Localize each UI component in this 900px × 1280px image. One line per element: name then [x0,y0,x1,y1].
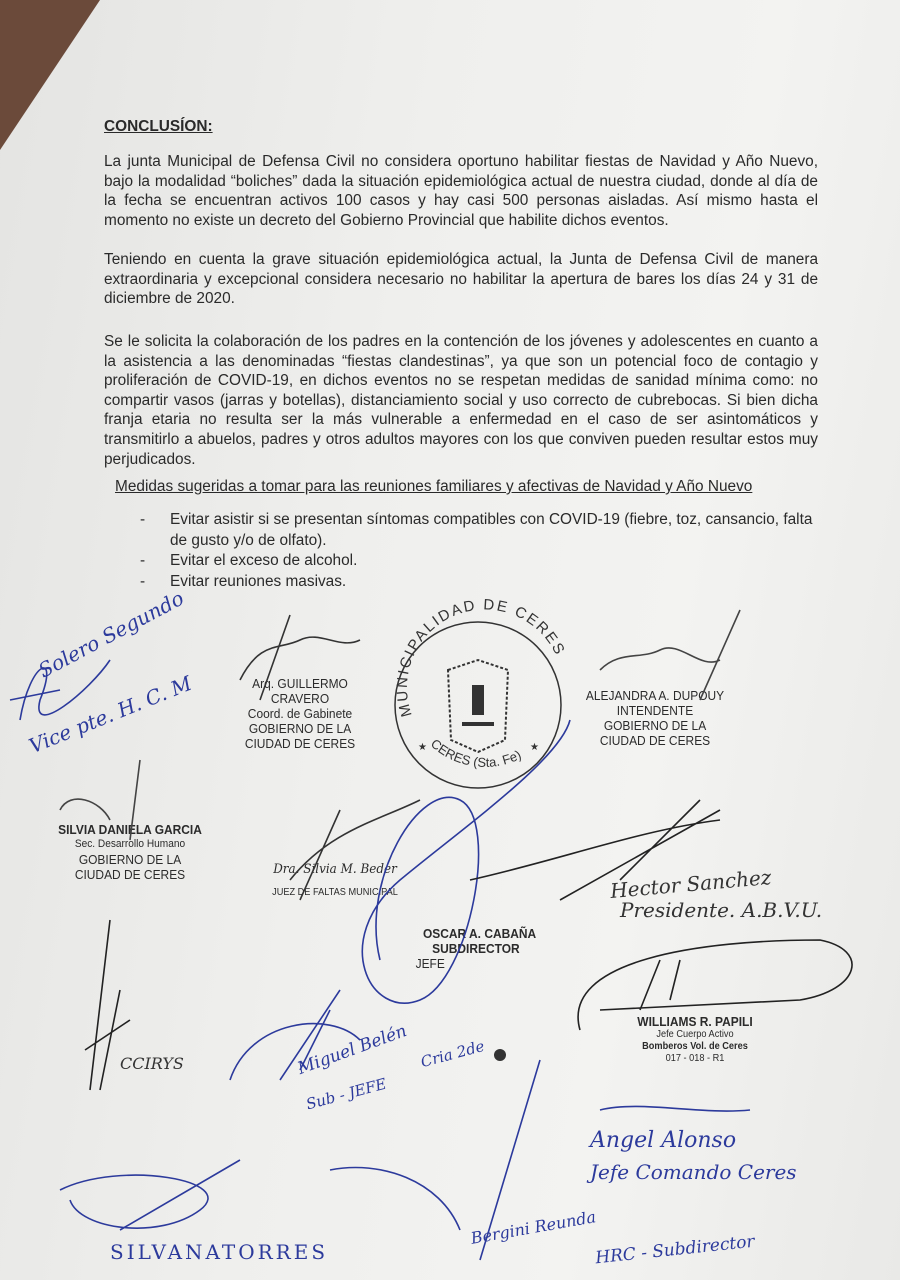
handwritten-note: HRC - Subdirector [594,1231,756,1269]
list-item: - Evitar el exceso de alcohol. [140,551,830,572]
measures-heading: Medidas sugeridas a tomar para las reuniones familiares y afectivas de Navidad y Año Nuevo [115,478,753,495]
signatory-papili: WILLIAMS R. PAPILI Jefe Cuerpo Activo Bomberos Vol. de Ceres 017 - 018 - R1 [637,1014,753,1064]
list-item: - Evitar asistir si se presentan síntomas compatibles con COVID-19 (fiebre, toz, cansancio, falta de gusto y/o de olfato). [140,510,830,551]
signatory-garcia: SILVIA DANIELA GARCIA Sec. Desarrollo Humano GOBIERNO DE LA CIUDAD DE CERES [58,822,202,882]
handwritten-note: CCIRYS [120,1054,184,1073]
section-title: CONCLUSÍON: [104,118,213,135]
seal-top-text: MUNICIPALIDAD DE CERES [393,596,569,719]
signatory-dupouy: ALEJANDRA A. DUPOUY INTENDENTE GOBIERNO DE LA CIUDAD DE CERES [585,688,725,748]
paragraph-1: La junta Municipal de Defensa Civil no considera oportuno habilitar fiestas de Navidad y Año Nuevo, bajo la modalidad “boliches” dada la situación epidemiológica actual de nuestra ciudad, donde al día de la fecha se encuentran activos 100 casos y hay casi 500 personas aisladas. Así mismo hasta el momento no existe un decreto del Gobierno Provincial que habilite dichos eventos. [104,153,818,229]
handwritten-note: SILVANATORRES [110,1240,329,1264]
handwritten-note: Vice pte. H. C. M [25,670,196,759]
handwritten-note: Presidente. A.B.V.U. [620,898,823,922]
photo-background-corner [0,0,100,150]
svg-text:★: ★ [530,742,539,753]
signatory-cabana: OSCAR A. CABAÑA SUBDIRECTOR JEFE [415,926,537,971]
handwritten-note: Angel Alonso [590,1128,737,1153]
paragraph-3: Se le solicita la colaboración de los padres en la contención de los jóvenes y adolescentes en cuanto a la asistencia a las denominadas “fiestas clandestinas”, ya que son un potencial foco de contagio y proliferación de COVID-19, en dichos eventos no se respetan medidas de sanidad mínima como: no compartir vasos (jarras y botellas), distanciamiento social y uso correcto de cubrebocas. Si bien dicha franja etaria no resulta ser la más vulnerable a enfermedad en el caso de ser asintomáticos y transmitirlo a abuelos, padres y otros adultos mayores con los que conviven pueden resultar estos muy perjudicados. [104,333,818,468]
svg-text:★: ★ [418,742,427,753]
handwritten-note: Jefe Comando Ceres [590,1160,797,1184]
paragraph-2: Teniendo en cuenta la grave situación epidemiológica actual, la Junta de Defensa Civil de manera extraordinaria y excepcional considera necesario no habilitar la apertura de bares los días 24 y 31 de diciembre de 2020. [104,251,818,308]
handwritten-note: Miguel Belén [295,1021,410,1079]
list-item: - Evitar reuniones masivas. [140,572,830,593]
handwritten-note: Cria 2de [418,1036,487,1072]
signatory-beder: Dra. Silvia M. Beder JUEZ DE FALTAS MUNICIPAL [272,862,398,898]
measures-list [140,510,830,592]
signatory-cravero: Arq. GUILLERMO CRAVERO Coord. de Gabinete GOBIERNO DE LA CIUDAD DE CERES [244,676,356,751]
handwritten-note: Bergini Reunda [469,1207,598,1248]
seal-bottom-text: CERES (Sta. Fe) [427,735,524,771]
handwritten-note: Hector Sanchez [609,865,773,903]
handwritten-note: Sub - JEFE [304,1074,389,1114]
handwritten-note: Solero Segundo [34,585,188,683]
